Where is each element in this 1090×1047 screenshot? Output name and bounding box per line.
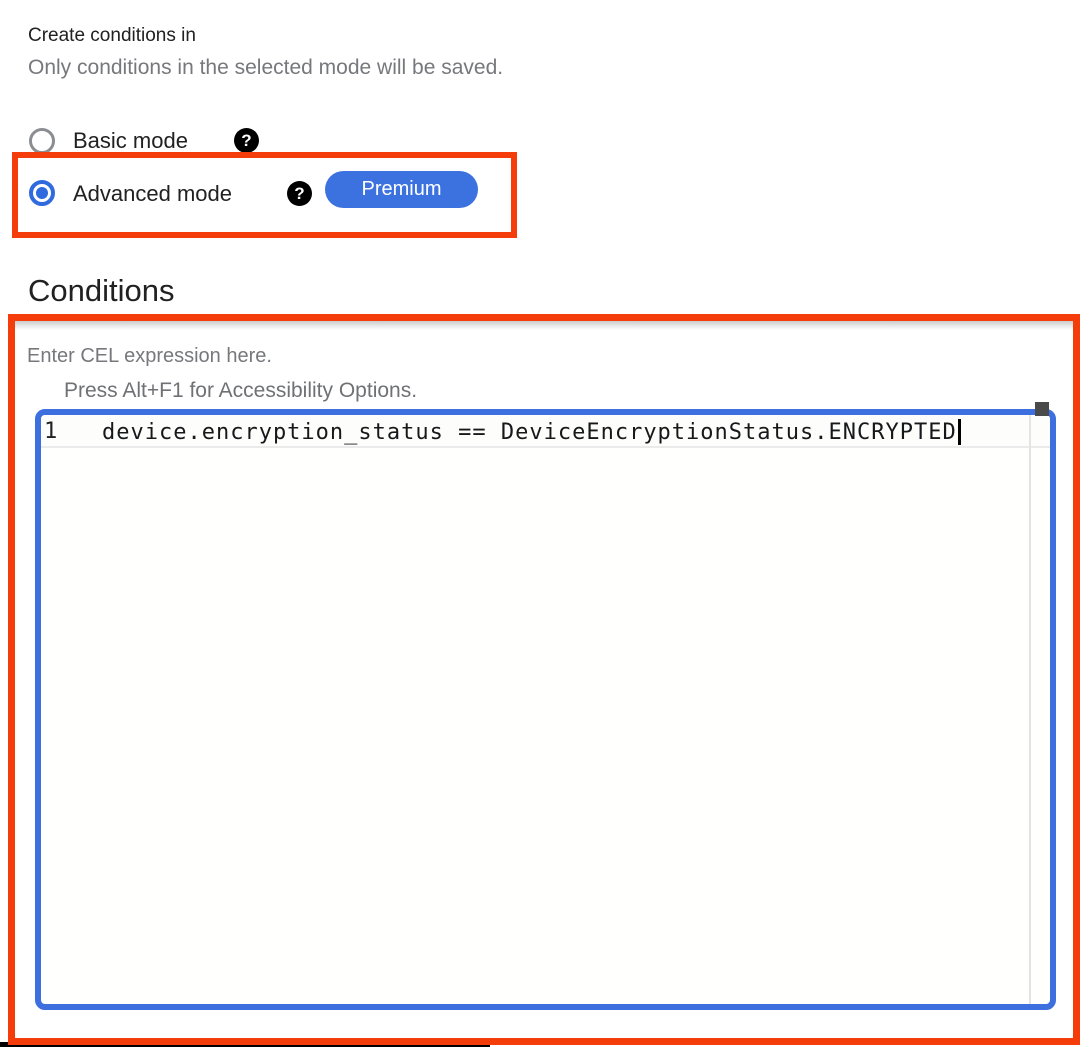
premium-badge: Premium bbox=[325, 171, 478, 208]
screenshot-edge-strip bbox=[0, 1042, 490, 1047]
basic-mode-label[interactable]: Basic mode bbox=[73, 128, 188, 153]
line-number: 1 bbox=[44, 419, 58, 444]
advanced-mode-help-icon[interactable]: ? bbox=[287, 181, 312, 206]
editor-corner-artifact bbox=[1035, 402, 1049, 416]
code-text: device.encryption_status == DeviceEncryptionStatus.ENCRYPTED bbox=[102, 420, 957, 445]
conditions-heading: Conditions bbox=[28, 273, 175, 308]
advanced-mode-radio[interactable] bbox=[29, 180, 55, 206]
cel-expression-editor[interactable] bbox=[35, 409, 1056, 1010]
advanced-mode-label[interactable]: Advanced mode bbox=[73, 181, 232, 206]
text-cursor bbox=[958, 419, 961, 445]
accessibility-hint: Press Alt+F1 for Accessibility Options. bbox=[64, 379, 418, 402]
basic-mode-help-icon[interactable]: ? bbox=[234, 128, 259, 153]
radio-selected-dot bbox=[36, 187, 48, 199]
editor-scrollbar-track[interactable] bbox=[1029, 415, 1031, 1004]
basic-mode-radio[interactable] bbox=[29, 128, 55, 154]
cel-placeholder-hint: Enter CEL expression here. bbox=[27, 345, 272, 367]
page-subtitle: Only conditions in the selected mode will be saved. bbox=[28, 56, 504, 79]
code-line[interactable] bbox=[102, 419, 961, 445]
editor-active-line[interactable] bbox=[41, 415, 1050, 448]
page-title: Create conditions in bbox=[28, 25, 196, 46]
annotation-rect-conditions bbox=[8, 314, 1080, 1045]
